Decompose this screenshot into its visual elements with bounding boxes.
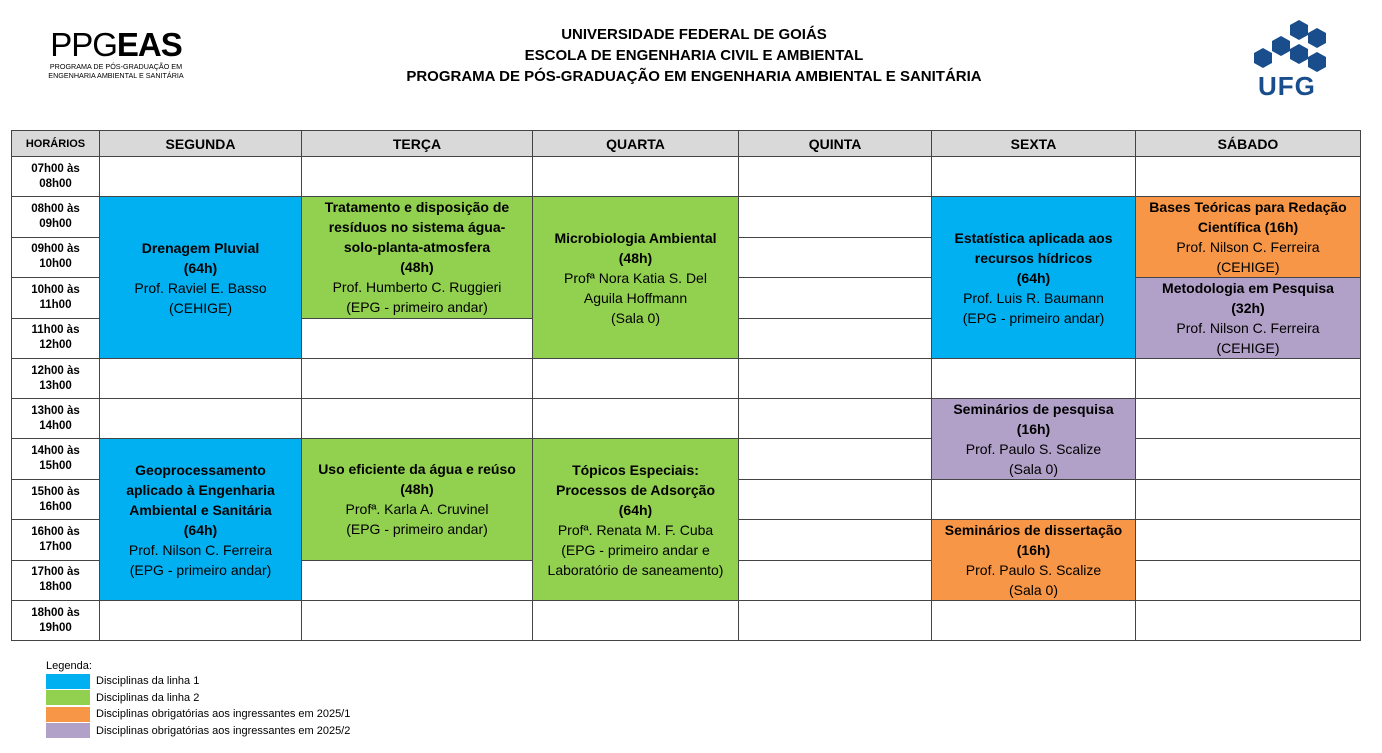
empty-cell — [1136, 480, 1361, 520]
empty-cell — [932, 480, 1136, 520]
empty-cell — [739, 399, 932, 439]
time-slot: 16h00 às 17h00 — [12, 520, 100, 561]
document-header — [300, 24, 1088, 87]
course-bases-teoricas: Bases Teóricas para Redação Científica (16h) Prof. Nilson C. Ferreira (CEHIGE) — [1136, 197, 1361, 278]
course-drenagem-pluvial: Drenagem Pluvial (64h) Prof. Raviel E. Basso (CEHIGE) — [100, 197, 302, 359]
time-slot: 14h00 às 15h00 — [12, 439, 100, 480]
day-header-terca: TERÇA — [302, 131, 533, 157]
time-slot: 09h00 às 10h00 — [12, 237, 100, 278]
empty-cell — [100, 359, 302, 399]
legend-title: Legenda: — [46, 660, 92, 672]
course-metodologia-pesquisa: Metodologia em Pesquisa (32h) Prof. Nilson C. Ferreira (CEHIGE) — [1136, 278, 1361, 359]
header-school: ESCOLA DE ENGENHARIA CIVIL E AMBIENTAL — [524, 47, 864, 64]
empty-cell — [932, 601, 1136, 641]
time-slot: 18h00 às 19h00 — [12, 601, 100, 641]
hours-header: HORÁRIOS — [12, 131, 100, 157]
empty-cell — [739, 318, 932, 359]
time-slot: 07h00 às 08h00 — [12, 157, 100, 197]
legend — [46, 659, 350, 739]
ppgeas-logo-subtitle-1: PROGRAMA DE PÓS-GRADUAÇÃO EM — [49, 62, 183, 71]
course-seminarios-dissertacao: Seminários de dissertação (16h) Prof. Paulo S. Scalize (Sala 0) — [932, 520, 1136, 601]
day-header-sexta: SEXTA — [932, 131, 1136, 157]
empty-cell — [533, 601, 739, 641]
course-uso-eficiente-agua: Uso eficiente da água e reúso (48h) Profª. Karla A. Cruvinel (EPG - primeiro andar) — [302, 439, 533, 561]
table-row — [12, 359, 1361, 399]
course-estatistica-aplicada: Estatística aplicada aos recursos hídricos (64h) Prof. Luis R. Baumann (EPG - primeiro andar) — [932, 197, 1136, 359]
legend-item — [46, 723, 350, 740]
empty-cell — [533, 157, 739, 197]
legend-item — [46, 690, 350, 707]
empty-cell — [1136, 560, 1361, 601]
empty-cell — [1136, 439, 1361, 480]
table-row — [12, 399, 1361, 439]
table-row — [12, 601, 1361, 641]
course-tratamento-residuos: Tratamento e disposição de resíduos no sistema água- solo-planta-atmosfera (48h) Prof. Humberto C. Ruggieri (EPG - primeiro andar) — [302, 197, 533, 319]
legend-item — [46, 673, 350, 690]
course-geoprocessamento: Geoprocessamento aplicado à Engenharia Ambiental e Sanitária (64h) Prof. Nilson C. Ferreira (EPG - primeiro andar) — [100, 439, 302, 601]
time-slot: 13h00 às 14h00 — [12, 399, 100, 439]
day-header-quarta: QUARTA — [533, 131, 739, 157]
course-microbiologia-ambiental: Microbiologia Ambiental (48h) Profª Nora Katia S. Del Aguila Hoffmann (Sala 0) — [533, 197, 739, 359]
empty-cell — [533, 399, 739, 439]
legend-label: Disciplinas obrigatórias aos ingressantes em 2025/1 — [96, 708, 351, 721]
legend-label: Disciplinas obrigatórias aos ingressantes em 2025/2 — [96, 724, 351, 737]
empty-cell — [533, 359, 739, 399]
empty-cell — [739, 560, 932, 601]
empty-cell — [739, 237, 932, 278]
day-header-segunda: SEGUNDA — [100, 131, 302, 157]
empty-cell — [302, 157, 533, 197]
course-seminarios-pesquisa: Seminários de pesquisa (16h) Prof. Paulo S. Scalize (Sala 0) — [932, 399, 1136, 480]
legend-swatch — [46, 723, 90, 738]
day-header-sabado: SÁBADO — [1136, 131, 1361, 157]
empty-cell — [932, 359, 1136, 399]
legend-label: Disciplinas da linha 1 — [96, 675, 200, 688]
table-row — [12, 157, 1361, 197]
empty-cell — [302, 560, 533, 601]
empty-cell — [302, 399, 533, 439]
legend-label: Disciplinas da linha 2 — [96, 691, 200, 704]
time-slot: 11h00 às 12h00 — [12, 318, 100, 359]
time-slot: 08h00 às 09h00 — [12, 197, 100, 238]
legend-item — [46, 706, 350, 723]
legend-swatch — [46, 690, 90, 705]
course-topicos-especiais: Tópicos Especiais: Processos de Adsorção (64h) Profª. Renata M. F. Cuba (EPG - primeiro andar e Laboratório de saneamento) — [533, 439, 739, 601]
ufg-logo — [1254, 18, 1344, 102]
empty-cell — [739, 157, 932, 197]
table-row — [12, 439, 1361, 480]
empty-cell — [739, 601, 932, 641]
schedule-header-row — [12, 131, 1361, 157]
ppgeas-logo-text: PPGEAS — [50, 26, 182, 63]
time-slot: 17h00 às 18h00 — [12, 560, 100, 601]
empty-cell — [1136, 399, 1361, 439]
empty-cell — [739, 197, 932, 238]
table-row — [12, 197, 1361, 238]
empty-cell — [739, 520, 932, 561]
ufg-hexagon-icon — [1254, 18, 1344, 74]
time-slot: 10h00 às 11h00 — [12, 278, 100, 319]
time-slot: 15h00 às 16h00 — [12, 480, 100, 520]
empty-cell — [1136, 601, 1361, 641]
empty-cell — [932, 157, 1136, 197]
ufg-logo-text: UFG — [1258, 71, 1316, 101]
legend-swatch — [46, 707, 90, 722]
empty-cell — [100, 601, 302, 641]
empty-cell — [739, 439, 932, 480]
empty-cell — [739, 480, 932, 520]
empty-cell — [1136, 359, 1361, 399]
time-slot: 12h00 às 13h00 — [12, 359, 100, 399]
empty-cell — [100, 399, 302, 439]
ppgeas-logo-subtitle-2: ENGENHARIA AMBIENTAL E SANITÁRIA — [48, 71, 184, 80]
header-university: UNIVERSIDADE FEDERAL DE GOIÁS — [561, 26, 827, 43]
empty-cell — [739, 278, 932, 319]
empty-cell — [302, 601, 533, 641]
legend-swatch — [46, 674, 90, 689]
empty-cell — [1136, 157, 1361, 197]
day-header-quinta: QUINTA — [739, 131, 932, 157]
empty-cell — [739, 359, 932, 399]
header-program: PROGRAMA DE PÓS-GRADUAÇÃO EM ENGENHARIA AMBIENTAL E SANITÁRIA — [406, 68, 982, 85]
empty-cell — [1136, 520, 1361, 561]
ppgeas-logo — [36, 28, 196, 80]
schedule-table — [11, 130, 1361, 641]
empty-cell — [100, 157, 302, 197]
empty-cell — [302, 359, 533, 399]
empty-cell — [302, 318, 533, 359]
